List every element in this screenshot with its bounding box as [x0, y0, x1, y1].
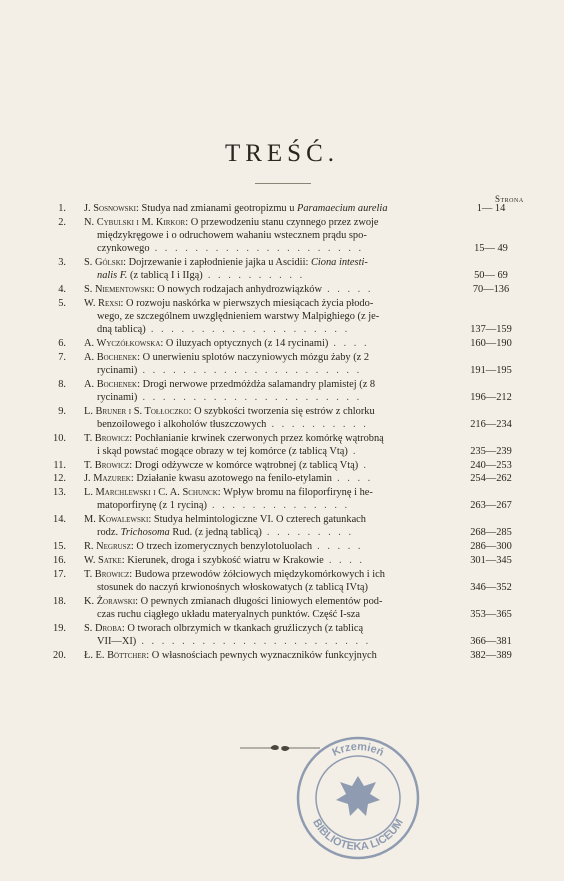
entry-author: W. Rexsi: — [84, 297, 124, 309]
entry-author: T. Browicz: — [84, 459, 133, 471]
entry-text — [84, 432, 456, 458]
eagle-icon — [336, 776, 380, 816]
leader-dots: . — [358, 459, 369, 471]
entry-text — [84, 202, 456, 215]
entry-line: T. Browicz: Pochłanianie krwinek czerwonych przez komórkę wątrobną — [84, 432, 384, 444]
page-column-label: Strona — [495, 194, 524, 204]
entry-pages: 160—190 — [470, 338, 512, 349]
entry-author: A. Bochenek: — [84, 351, 140, 363]
entry-italic: Trichosoma — [120, 527, 170, 539]
entry-number: 17. — [53, 568, 66, 580]
entry-author: J. Mazurek: — [84, 473, 134, 485]
toc-entry — [0, 513, 564, 540]
entry-line: A. Bochenek: O unerwieniu splotów naczyniowych mózgu żaby (z 2 — [84, 351, 370, 363]
entry-pages: 1— 14 — [476, 203, 506, 214]
entry-text — [84, 568, 456, 594]
entry-line: benzoilowego i alkoholów tłuszczowych . . . . . . . . . . — [97, 418, 369, 430]
entry-pages: 286—300 — [470, 541, 512, 553]
entry-author: S. Gólski: — [84, 257, 126, 268]
entry-number: 8. — [58, 378, 66, 390]
entry-italic: nalis F. — [97, 270, 128, 281]
entry-text — [84, 405, 456, 431]
entry-number: 10. — [53, 432, 66, 444]
entry-text — [84, 595, 456, 621]
entry-pages: 353—365 — [470, 608, 512, 620]
entry-line: A. Bochenek: Drogi nerwowe przedmóżdża salamandry plamistej (z 8 — [84, 378, 376, 390]
leader-dots: . . . . — [331, 473, 373, 485]
entry-pages: 301—345 — [470, 554, 512, 566]
entry-pages: 235—239 — [470, 445, 512, 457]
toc-entry — [0, 378, 564, 405]
entry-italic: Ciona intesti- — [310, 257, 368, 268]
toc-entry — [0, 472, 564, 485]
entry-pages: 137—159 — [470, 324, 512, 336]
leader-dots: . . . . . . . . . . . . . . — [206, 500, 350, 512]
entry-pages: 366—381 — [470, 635, 512, 647]
toc-entry — [0, 554, 564, 567]
leader-dots: . . . . . — [321, 284, 373, 295]
toc-entry — [0, 216, 564, 256]
toc-entry — [0, 283, 564, 296]
entry-author: J. Sosnowski: — [84, 203, 139, 214]
entry-line: L. Bruner i S. Tołłoczko: O szybkości tworzenia się estrów z chlorku — [84, 405, 375, 417]
entry-line: T. Browicz: Drogi odżywcze w komórce wątrobnej (z tablicą Vtą) . — [84, 459, 369, 471]
entry-line: N. Cybulski i M. Kirkor: O przewodzeniu stanu czynnego przez zwoje — [84, 216, 379, 228]
entry-pages: 346—352 — [470, 581, 512, 593]
entry-pages: 191—195 — [470, 364, 512, 376]
entry-number: 20. — [53, 649, 66, 661]
entry-number: 3. — [58, 257, 66, 268]
entry-line: VII—XI) . . . . . . . . . . . . . . . . . . . . . . . — [97, 635, 371, 647]
leader-dots: . . . . — [323, 554, 365, 566]
leader-dots: . . . . . . . . . . . . . . . . . . . . — [145, 323, 350, 335]
entry-number: 12. — [53, 473, 66, 485]
entry-number: 15. — [53, 541, 66, 553]
entry-line: W. Rexsi: O rozwoju naskórka w pierwszych miesiącach życia płodo- — [84, 297, 374, 309]
entry-text — [84, 472, 456, 485]
stamp-bottom-text: BIBLIOTEKA LICEUM — [310, 817, 406, 854]
entry-line: wego, ze szczególnem uwzględnieniem warstwy Malpighiego (z je- — [97, 310, 380, 322]
entry-line: K. Żorawski: O pewnych zmianach długości liniowych elementów pod- — [84, 595, 383, 607]
entry-line: stosunek do naczyń krwionośnych włoskowatych (z tablicą IVtą) — [97, 581, 368, 593]
entry-number: 13. — [53, 487, 66, 499]
entry-line: W. Satke: Kierunek, droga i szybkość wiatru w Krakowie . . . . — [84, 554, 365, 566]
entry-author: T. Browicz: — [84, 432, 133, 444]
entry-text — [84, 649, 456, 662]
entry-text — [84, 486, 456, 512]
entry-number: 18. — [53, 595, 66, 607]
entry-text — [84, 337, 456, 350]
entry-text — [84, 297, 456, 336]
toc-entry — [0, 297, 564, 337]
entry-pages: 263—267 — [470, 500, 512, 512]
entry-pages: 268—285 — [470, 527, 512, 539]
entry-author: K. Żorawski: — [84, 595, 139, 607]
entry-author: R. Negrusz: — [84, 541, 134, 553]
toc-entry — [0, 432, 564, 459]
entry-number: 1. — [58, 203, 66, 214]
entry-text — [84, 459, 456, 472]
entry-number: 14. — [53, 514, 66, 526]
leader-dots: . . . . . . . . . . — [266, 418, 369, 430]
entry-text — [84, 216, 456, 255]
entry-author: N. Cybulski i M. Kirkor: — [84, 216, 189, 228]
toc-entry — [0, 540, 564, 553]
entry-number: 4. — [58, 284, 66, 295]
entry-text — [84, 513, 456, 539]
entry-author: S. Droba: — [84, 622, 125, 634]
entry-number: 19. — [53, 622, 66, 634]
entry-author: S. Niementowski: — [84, 284, 155, 295]
toc-entry — [0, 595, 564, 622]
entry-line: rycinami) . . . . . . . . . . . . . . . . . . . . . . — [97, 364, 362, 376]
entry-number: 2. — [58, 216, 66, 228]
toc-entry — [0, 459, 564, 472]
entry-number: 9. — [58, 405, 66, 417]
entry-line: rodz. Trichosoma Rud. (z jedną tablicą) . . . . . . . . . — [97, 527, 354, 539]
entry-line: matoporfirynę (z 1 ryciną) . . . . . . . . . . . . . . — [97, 500, 350, 512]
entry-pages: 70—136 — [472, 284, 510, 295]
entry-line: czynkowego . . . . . . . . . . . . . . . . . . . . . — [97, 242, 364, 254]
leader-dots: . . . . . . . . . — [261, 527, 354, 539]
entry-line: J. Sosnowski: Studya nad zmianami geotropizmu u Paramaecium aurelia — [84, 203, 388, 214]
entry-pages: 216—234 — [470, 418, 512, 430]
toc-entry — [0, 486, 564, 513]
entry-text — [84, 554, 456, 567]
entry-pages: 196—212 — [470, 391, 512, 403]
entry-author: W. Satke: — [84, 554, 125, 566]
entry-text — [84, 283, 456, 296]
entry-line: L. Marchlewski i C. A. Schunck: Wpływ bromu na filoporfirynę i he- — [84, 487, 373, 499]
entry-line: S. Gólski: Dojrzewanie i zapłodnienie jajka u Ascidii: Ciona intesti- — [84, 257, 368, 268]
entry-line: M. Kowalewski: Studya helmintologiczne VI. O czterech gatunkach — [84, 514, 366, 526]
entry-text — [84, 256, 456, 282]
entry-text — [84, 378, 456, 404]
toc-entry — [0, 337, 564, 350]
leader-dots: . — [347, 445, 359, 457]
toc-entry — [0, 405, 564, 432]
entry-line: J. Mazurek: Działanie kwasu azotowego na fenilo-etylamin . . . . — [84, 473, 373, 485]
leader-dots: . . . . . — [312, 541, 364, 553]
leader-dots: . . . . . . . . . . . . . . . . . . . . . . — [137, 364, 362, 376]
toc-entry — [0, 351, 564, 378]
toc-entry — [0, 649, 564, 662]
toc-entry — [0, 622, 564, 649]
entry-line: A. Wyczółkowska: O iluzyach optycznych (z 14 rycinami) . . . . — [84, 338, 370, 349]
entry-line: Ł. E. Böttcher: O własnościach pewnych wyznaczników funkcyjnych — [84, 649, 377, 661]
toc-entry — [0, 202, 564, 215]
toc-entry — [0, 568, 564, 595]
leader-dots: . . . . . . . . . . . . . . . . . . . . . . . — [136, 635, 371, 647]
entry-text — [84, 540, 456, 553]
entry-line: dną tablicą) . . . . . . . . . . . . . . . . . . . . — [97, 323, 350, 335]
entry-author: A. Wyczółkowska: — [84, 338, 164, 349]
entry-line: S. Niementowski: O nowych rodzajach anhydrozwiązków . . . . . — [84, 284, 373, 295]
entry-pages: 240—253 — [470, 459, 512, 471]
entry-pages: 50— 69 — [474, 270, 508, 282]
entry-number: 7. — [58, 351, 66, 363]
entry-line: T. Browicz: Budowa przewodów żółciowych międzykomórkowych i ich — [84, 568, 385, 580]
entry-pages: 254—262 — [470, 473, 512, 485]
stamp-top-text: Krzemień — [330, 740, 386, 759]
entry-pages: 15— 49 — [474, 243, 508, 255]
entry-text — [84, 351, 456, 377]
page-title: TREŚĆ. — [224, 140, 340, 167]
entry-line: czas ruchu ciągłego układu materyalnych punktów. Część I-sza — [97, 608, 361, 620]
entry-text — [84, 622, 456, 648]
entry-line: R. Negrusz: O trzech izomerycznych benzylotoluolach . . . . . — [84, 541, 364, 553]
entry-number: 6. — [58, 338, 66, 349]
entry-line: i skąd powstać mogące obrazy w tej komórce (z tablicą Vtą) . — [97, 445, 359, 457]
title-rule — [255, 183, 311, 184]
entry-line: rycinami) . . . . . . . . . . . . . . . . . . . . . . — [97, 391, 362, 403]
entry-author: Ł. E. Böttcher: — [84, 649, 150, 661]
entry-author: A. Bochenek: — [84, 378, 140, 390]
entry-author: T. Browicz: — [84, 568, 133, 580]
leader-dots: . . . . . . . . . . . . . . . . . . . . . — [149, 242, 364, 254]
toc-entry — [0, 256, 564, 283]
leader-dots: . . . . — [328, 338, 370, 349]
entry-author: M. Kowalewski: — [84, 514, 152, 526]
entry-pages: 382—389 — [470, 649, 512, 661]
entry-italic: Paramaecium aurelia — [297, 203, 388, 214]
leader-dots: . . . . . . . . . . . . . . . . . . . . . . — [137, 391, 362, 403]
entry-line: nalis F. (z tablicą I i IIgą) . . . . . . . . . . — [97, 270, 305, 281]
entry-number: 5. — [58, 297, 66, 309]
entry-number: 16. — [53, 554, 66, 566]
entry-number: 11. — [53, 459, 66, 471]
entry-line: S. Droba: O tworach olbrzymich w tkankach gruźliczych (z tablicą — [84, 622, 364, 634]
library-stamp — [288, 728, 428, 868]
leader-dots: . . . . . . . . . . — [202, 270, 305, 281]
entry-author: L. Bruner i S. Tołłoczko: — [84, 405, 192, 417]
entry-line: międzykręgowe i o odruchowem wahaniu wstecznem prądu spo- — [97, 229, 367, 241]
entry-author: L. Marchlewski i C. A. Schunck: — [84, 487, 221, 499]
